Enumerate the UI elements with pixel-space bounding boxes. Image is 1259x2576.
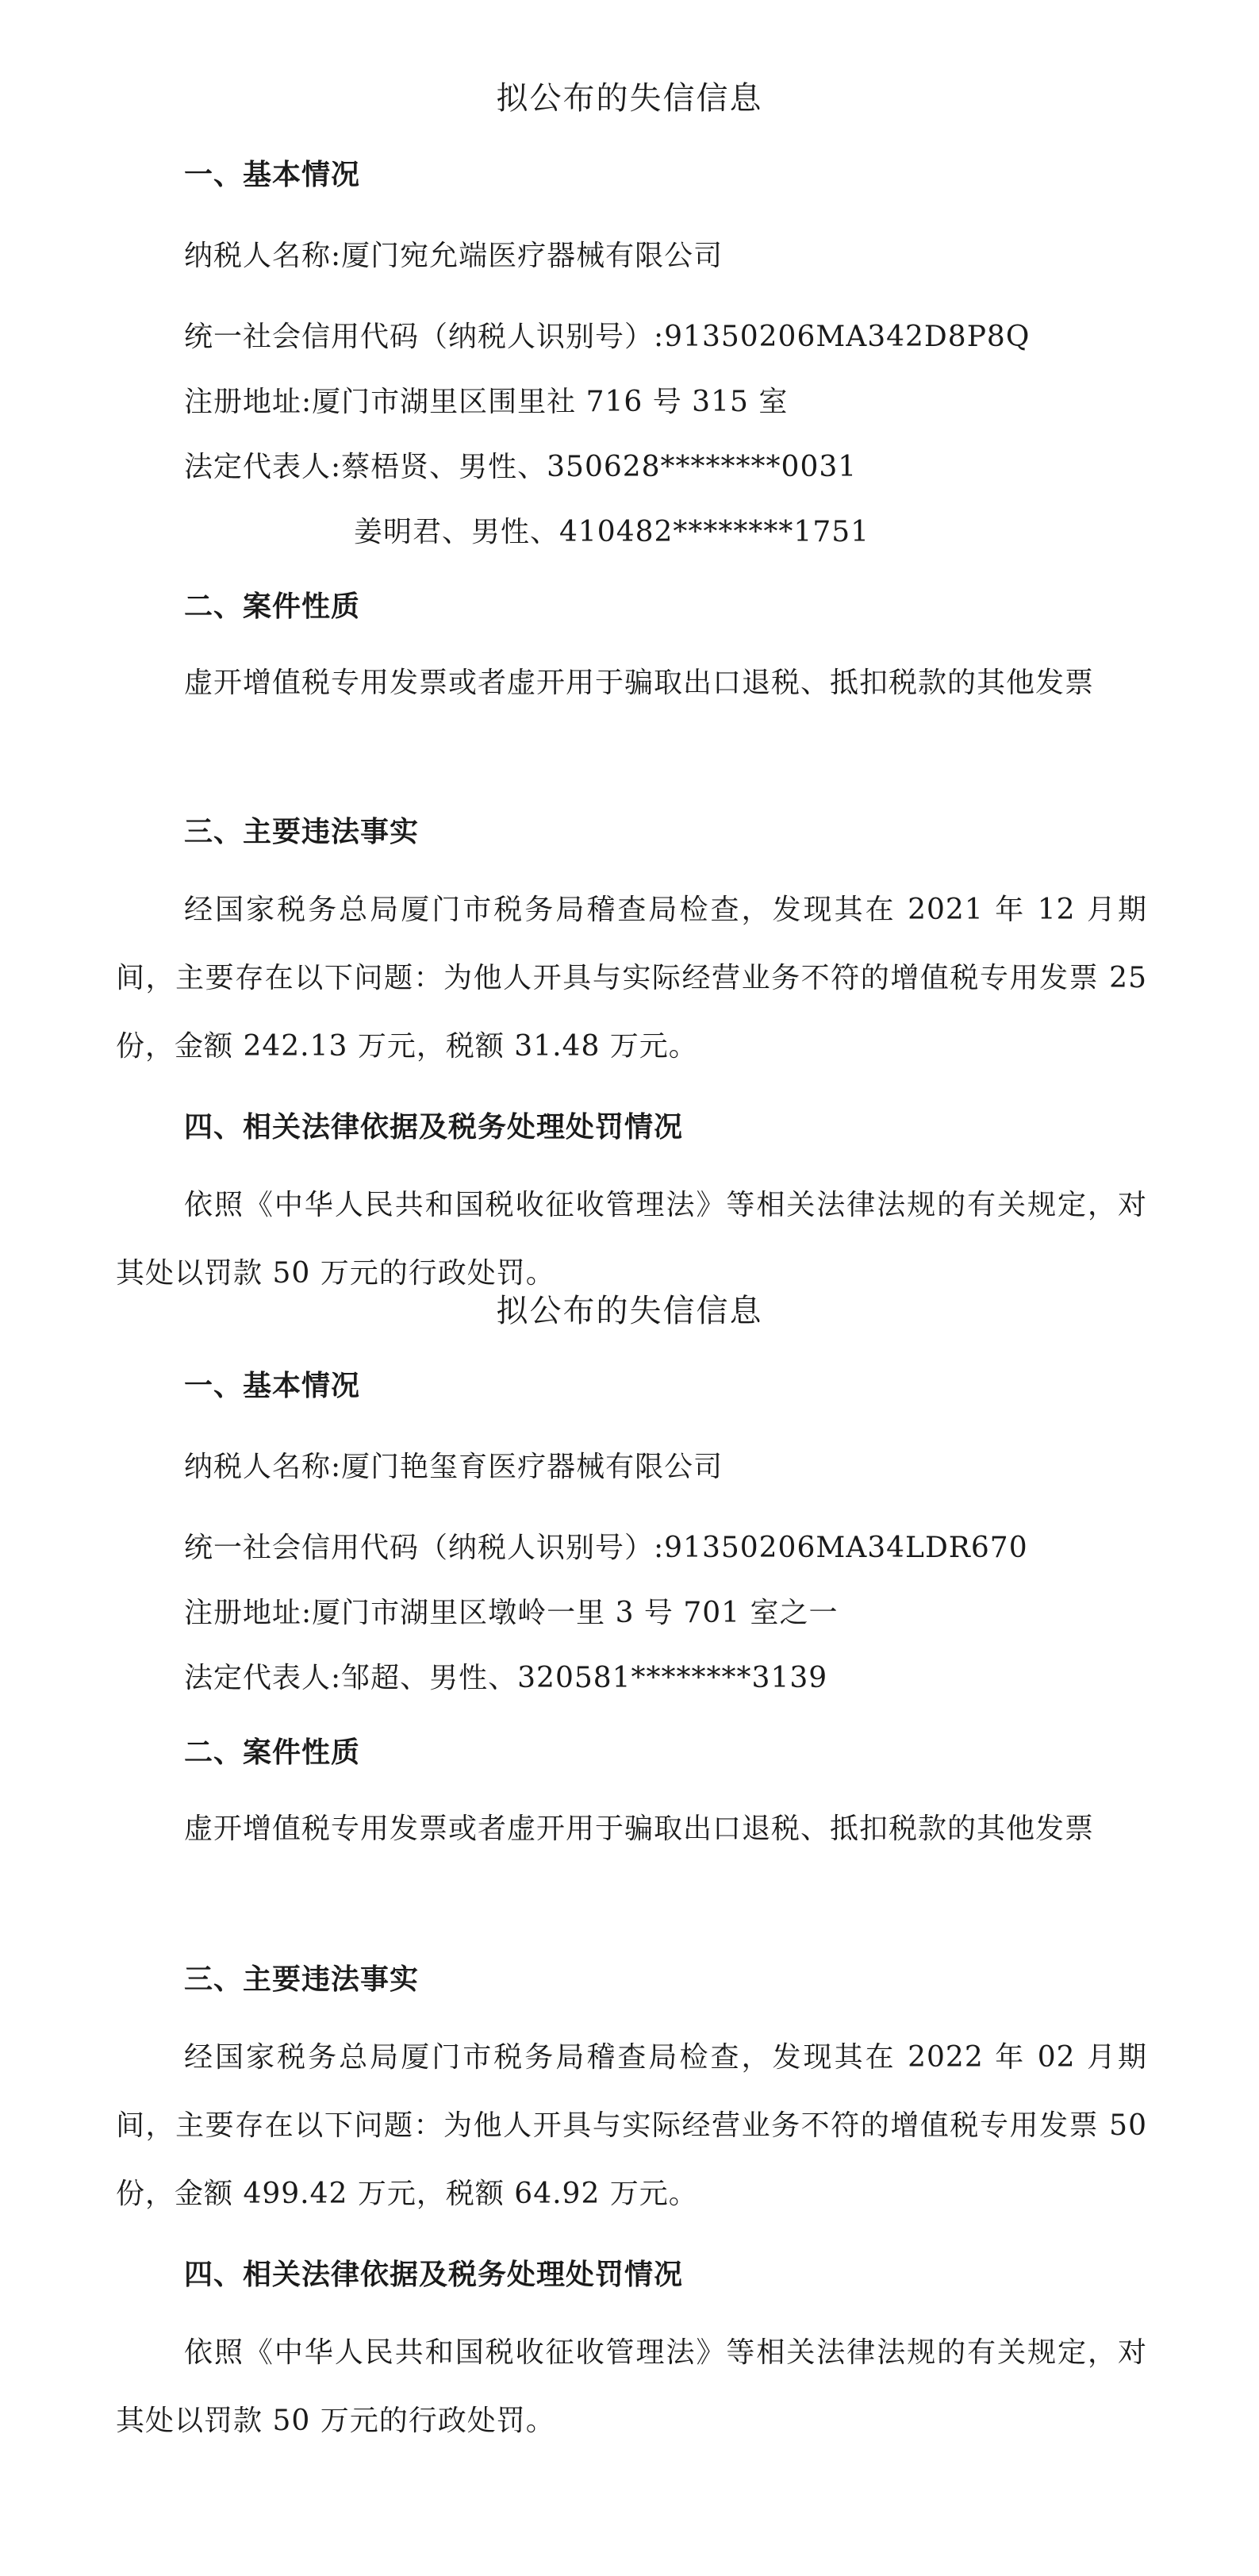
section-heading-case-nature: 二、案件性质 <box>184 590 361 623</box>
page-title: 拟公布的失信信息 <box>496 80 763 117</box>
penalty-text: 依照《中华人民共和国税收征收管理法》等相关法律法规的有关规定，对其处以罚款 50 万元的行政处罚。 <box>116 2336 1147 2437</box>
section-heading-legal-basis: 四、相关法律依据及税务处理处罚情况 <box>184 1110 684 1144</box>
registered-address: 注册地址:厦门市湖里区围里社 716 号 315 室 <box>184 386 789 418</box>
section-heading-basic-info: 一、基本情况 <box>184 158 361 191</box>
case-nature-text: 虚开增值税专用发票或者虚开用于骗取出口退税、抵扣税款的其他发票 <box>184 667 1095 699</box>
case-nature-text: 虚开增值税专用发票或者虚开用于骗取出口退税、抵扣税款的其他发票 <box>184 1813 1095 1845</box>
legal-representative: 法定代表人:邹超、男性、320581********3139 <box>184 1662 828 1694</box>
section-heading-violation-facts: 三、主要违法事实 <box>184 815 420 848</box>
registered-address: 注册地址:厦门市湖里区墩岭一里 3 号 701 室之一 <box>184 1597 839 1629</box>
credit-code: 统一社会信用代码（纳税人识别号）:91350206MA342D8P8Q <box>184 321 1031 353</box>
section-heading-basic-info: 一、基本情况 <box>184 1369 361 1402</box>
legal-representative-2: 姜明君、男性、410482********1751 <box>354 516 870 548</box>
credit-code: 统一社会信用代码（纳税人识别号）:91350206MA34LDR670 <box>184 1532 1028 1564</box>
penalty-text: 依照《中华人民共和国税收征收管理法》等相关法律法规的有关规定，对其处以罚款 50 万元的行政处罚。 <box>116 1189 1147 1290</box>
section-heading-violation-facts: 三、主要违法事实 <box>184 1963 420 1996</box>
taxpayer-name: 纳税人名称:厦门宛允端医疗器械有限公司 <box>184 240 724 272</box>
violation-facts-text: 经国家税务总局厦门市税务局稽查局检查，发现其在 2022 年 02 月期间，主要存在以下问题：为他人开具与实际经营业务不符的增值税专用发票 50 份，金额 499.42 万元，税额 64.92 万元。 <box>116 2041 1147 2210</box>
section-heading-case-nature: 二、案件性质 <box>184 1736 361 1769</box>
taxpayer-name: 纳税人名称:厦门艳玺育医疗器械有限公司 <box>184 1451 724 1483</box>
section-heading-legal-basis: 四、相关法律依据及税务处理处罚情况 <box>184 2258 684 2291</box>
legal-representative: 法定代表人:蔡梧贤、男性、350628********0031 <box>184 451 858 483</box>
page-title: 拟公布的失信信息 <box>496 1293 763 1329</box>
violation-facts-text: 经国家税务总局厦门市税务局稽查局检查，发现其在 2021 年 12 月期间，主要存在以下问题：为他人开具与实际经营业务不符的增值税专用发票 25 份，金额 242.13 万元，税额 31.48 万元。 <box>116 894 1147 1063</box>
